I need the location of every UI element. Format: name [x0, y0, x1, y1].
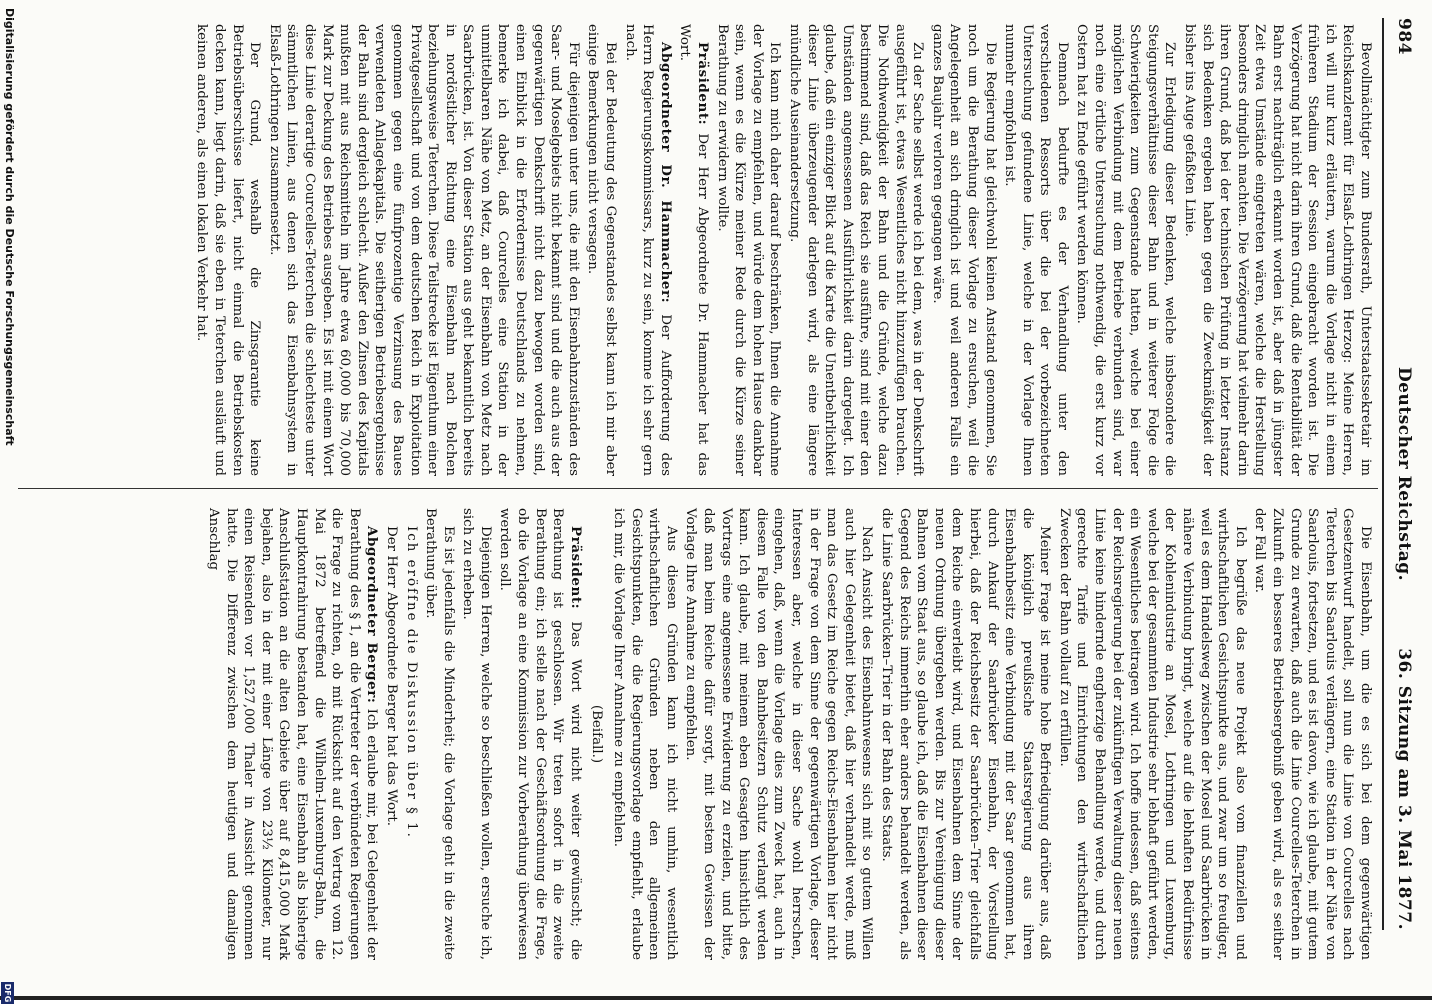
paragraph-text: Die Regierung hat gleichwohl keinen Anstand genommen, Sie noch um die Berathung dieser Vorlage zu ersuchen, weil die Angelegenheit an sich dringlich ist und weil anderen Falls ein ganzes Baujahr verloren gegangen wäre.: [929, 24, 998, 476]
paragraph: [265, 24, 582, 476]
column-divider: [18, 488, 1378, 489]
paragraph: [584, 24, 619, 476]
paragraph-text: Aus diesen Gründen kann ich nicht umhin, wesentlich wirthschaftlichen Gründen neben den allgemeinen Gesichtspunkten, die die Regierungsvorlage empfiehlt, erlaube ich mir, die Vorlage Ihrer Annahme zu empfehlen.: [611, 508, 679, 960]
paragraph-text: Demnach bedurfte es der Verhandlung unter den verschiedenen Ressorts über die bei der vorbezeichneten Untersuchung gefundene Linie, welche in der Vorlage Ihnen nunmehr empfohlen ist.: [1002, 24, 1070, 476]
paragraph: [682, 508, 876, 960]
paragraph-text: Meiner Frage ist meine hohe Befriedigung darüber aus, daß die königlich preußische Staatsregierung aus ihren Eisenbahnbesitz eine Verbindung mit der Saar genommen hat, durch Ankauf der Saarbrücker Eisenbahn, der Vorstellung hierbei, daß der Reichsbesitz der Saarbrücken–Trier gleichfalls dem Reiche einverleibt wird, und Eisenbahnen dem Sinne der neuen Ordnung übergeben werden. Bis zur Vereinigung dieser Bahnen vom Staat aus, so glaube ich, daß die Eisenbahnen dieser Gegend des Reichs immerhin eher anders behandelt werden, als die Linie Saarbrücken–Trier in der Bahn des Staats.: [878, 508, 1053, 960]
session-date: 36. Sitzung am 3. Mai 1877.: [1394, 648, 1414, 930]
paragraph-text: Die Eisenbahn, um die es sich bei dem gegenwärtigen Gesetzentwurf handelt, soll nun die Linie von Courcelles nach Teterchen bis Saarlouis verlängern, eine Station in der Nähe von Saarlouis, fortsetzen, und es ist davon, wie ich glaube, mit gutem Grunde zu erwarten, daß auch die Linie Courcelles-Teterchen in Zukunft ein besseres Betriebsergebniß geben wird, als es seither der Fall war.: [1252, 508, 1373, 960]
stage-direction: (Beifall.): [589, 704, 605, 764]
paragraph-text: Es ist jedenfalls die Minderheit; die Vorlage geht in die zweite Berathung über.: [423, 508, 456, 960]
header-rule: [1382, 18, 1384, 930]
paragraph-text: Zur Erledigung dieser Bedenken, welche insbesondere die Steigungsverhältnisse dieser Bahn und in weiterer Folge die Schwierigkeiten zum Gegenstande hatten, welche bei einer möglichen Verbindung mit dem Betriebe verbunden sind, war noch eine örtliche Untersuchung nothwendig, die erst kurz vor Ostern hat zu Ende geführt werden können.: [1074, 24, 1178, 476]
paragraph: [621, 24, 674, 476]
paragraph: [1055, 508, 1249, 960]
paragraph-text: Ich erlaube mir, bei Gelegenheit der Berathung des § 1, an die Vertreter der verbündeten Regierungen die Frage zu richten, ob mit Rücksicht auf den Vertrag vom 12. Mai 1872 betreffend die Wilhelm-Luxemburg-Bahn, die Hauptkontrahirung bestanden hat, eine Eisenbahn als bisherige Anschlußstation an die alten Gebiete über auf 8,415,000 Mark bejahen, also in der mit einer Länge von 23½ Kilometer, nur einen Reisenden vor 1,527,000 Thaler in Aussicht genommen hatte. Die Differenz zwischen dem heutigen und damaligen Anschlag: [206, 508, 380, 960]
paragraph: [204, 508, 380, 960]
paragraph-text: Ich kann mich daher darauf beschränken, Ihnen die Annahme der Vorlage zu empfehlen, und würde dem hohen Hause dankbar sein, wenn es die Kürze meiner Rede durch die Kürze seiner Berathung zu erwidern wollte.: [714, 24, 783, 476]
paragraph: [459, 508, 494, 960]
paragraph: [382, 508, 400, 960]
dfg-logo: DFG: [3, 983, 12, 1003]
paragraph-text: Das Wort wird nicht weiter gewünscht; die Berathung ist geschlossen. Wir treten sofort in die zweite Berathung ein; ich stelle nach der Geschäftsordnung die Frage, ob die Vorlage an eine Kommission zur Vorberathung überwiesen werden soll.: [497, 508, 583, 960]
paragraph-text: Ich eröffne die Diskussion über § 1.: [403, 526, 419, 839]
paragraph-text: Ich begrüße das neue Projekt also vom finanziellen und wirthschaftlichen Gesichtspunkte aus, und zwar um so freudiger, weil es dem Handelsweg zwischen der Mosel und Saarbrücken in nähere Verbindung bringt, welche auf die lebhaften Bedürfnisse der Kohlenindustrie an Mosel, Lothringen und Luxemburg, welche bei der gesammten Industrie sehr lebhaft geführt werden, ein Wesentliches beitragen wird. Ich hoffe indessen, daß seitens der Reichsregierung bei der zukünftigen Verwaltung dieser neuen Linie keine hindernde engherzige Behandlung werde, und durch gerechte Tarife und Einrichtungen den wirthschaftlichen Zwecken der Bahn vollauf zu erfüllen.: [1056, 508, 1248, 960]
paragraph-text: Der Grund, weshalb die Zinsgarantie keine Betriebsüberschüsse liefert, nicht einmal die Betriebskosten decken kann, liegt darin, daß sie eben in Teterchen ausläuft und keinen anderen, als einen lokalen Verkehr hat.: [194, 24, 263, 476]
paragraph: [877, 508, 1053, 960]
paragraph: [609, 508, 679, 960]
paragraph-text: Nach Ansicht des Eisenbahnwesens sich mit so gutem Willen auch hier Gelegenheit bietet, daß hier verhandelt werde, muß man das Gesetz im Reiche gegen Reichs-Eisenbahnen hier nicht in der Frage von dem Sinne der gegenwärtigen Vorlage, dieser Interessen aber, welche in dieser Sache wohl herrschen, eingehen, daß, wenn die Vorlage dies zum Zweck hat, auch in diesem Falle von den Bahnbesitzern Schutz verlangt werden kann. Ich glaube, mit meinem eben Gesagten hinsichtlich des Vortrags eine angemessene Erwiderung zu erzielen, und bitte, daß man beim Reiche dafür sorgt, mit bestem Gewissen der Vorlage Ihre Annahme zu empfehlen.: [683, 508, 875, 960]
digitization-note: Digitalisierung gefördert durch die Deutsche Forschungsgemeinschaft: [3, 8, 16, 446]
paragraph: [928, 24, 998, 476]
paragraph-text: Der Aufforderung des Herrn Regierungskommissars, kurz zu sein, komme ich sehr gern nach.: [622, 24, 673, 476]
page-header: [1388, 18, 1414, 930]
paragraph: [785, 24, 926, 476]
page-number: 984: [1394, 18, 1414, 55]
paragraph: [193, 24, 263, 476]
paragraph-text: Diejenigen Herren, welche so beschließen wollen, ersuche ich, sich zu erheben.: [460, 508, 493, 960]
paragraph-text: Zu der Sache selbst werde ich bei dem, was in der Denkschrift ausgeführt ist, etwas Wesentliches nicht hinzuzufügen brauchen. Die Nothwendigkeit der Bahn und die Gründe, welche dazu bestimmend sind, daß das Reich sie ausführe, sind mit einer den Umständen angemessenen Ausführlichkeit darin dargelegt. Ich glaube, daß ein einziger Blick auf die Karte die Unentbehrlichkeit dieser Linie überzeugender darlegen wird, als eine längere mündliche Auseinandersetzung.: [787, 24, 926, 476]
paragraph: [1251, 508, 1374, 960]
speaker-name: Abgeordneter Dr. Hammacher:: [657, 42, 674, 304]
speaker-name: Abgeordneter Berger:: [364, 526, 381, 704]
running-title: Deutscher Reichstag.: [1394, 366, 1414, 582]
speaker-name: Präsident:: [695, 42, 712, 126]
paragraph-text: Der Herr Abgeordnete Berger hat das Wort.: [383, 526, 399, 827]
left-column: [191, 24, 1374, 476]
digitization-credit: [0, 0, 16, 1008]
paragraph: [1001, 24, 1071, 476]
page-edge: [0, 996, 1432, 1000]
paragraph: [1180, 24, 1374, 476]
paragraph-text: Für diejenigen unter uns, die mit den Eisenbahnzuständen des Saar- und Moselgebiets nicht bekannt sind und die auch aus der gegenwärtigen Denkschrift nicht dazu bewogen worden sind, einen Einblick in die Erfordernisse Deutschlands zu nehmen, bemerke ich dabei, daß Courcelles eine Station in der unmittelbaren Nähe von Metz, an der Eisenbahn von Metz nach Saarbrücken, ist. Von dieser Station aus geht bekanntlich bereits in nordöstlicher Richtung eine Eisenbahn nach Bolchen beziehungsweise Teterchen. Diese Teilstrecke ist Eigenthum einer Privatgesellschaft und von dem deutschen Reich in Exploitation genommen gegen eine fünfprozentige Verzinsung des Baues verwendeten Anlagekapitals. Die seitherigen Betriebsergebnisse der Bahn sind dergleich schlecht. Außer den Zinsen des Kapitals mußten mit aus Reichsmitteln im Jahre etwa 60,000 bis 70,000 Mark zur Deckung des Betriebes ausgeben. Es ist mit einem Wort diese Linie derartige Courcelles-Teterchen die schlechteste unter sämmtlichen Linien, aus denen sich das Eisenbahnsystem in Elsaß-Lothringen zusammensetzt.: [266, 24, 581, 476]
paragraph-text: Bei der Bedeutung des Gegenstandes selbst kann ich mir aber einige Bemerkungen nicht versagen.: [585, 24, 619, 476]
paragraph: [1073, 24, 1179, 476]
right-column: [202, 508, 1374, 960]
paragraph-text: Der Herr Abgeordnete Dr. Hammacher hat das Wort.: [677, 24, 711, 476]
speaker-name: Präsident:: [567, 526, 584, 610]
paragraph-text: Bevollmächtigter zum Bundesrath, Unterstaatssekretair im Reichskanzleramt für Elsaß-Lothringen Herzog: Meine Herren, ich will nur kurz erläutern, warum die Vorlage nicht in einem früheren Stadium der Session eingebracht worden ist. Die Verzögerung hat nicht darin ihren Grund, daß die Rentabilität der Bahn erst nachträglich erkannt worden ist, aber daß in jüngster Zeit etwa Umstände eingetreten wären, welche die Herstellung besonders dringlich machten. Die Verzögerung hat vielmehr darin ihren Grund, daß bei der technischen Prüfung in letzter Instanz sich Bedenken ergeben haben gegen die Zweckmäßigkeit der bisher ins Auge gefaßten Linie.: [1182, 24, 1373, 476]
paragraph: [713, 24, 783, 476]
paragraph: [676, 24, 711, 476]
paragraph: [402, 508, 420, 960]
paragraph: [496, 508, 584, 960]
paragraph: [422, 508, 457, 960]
